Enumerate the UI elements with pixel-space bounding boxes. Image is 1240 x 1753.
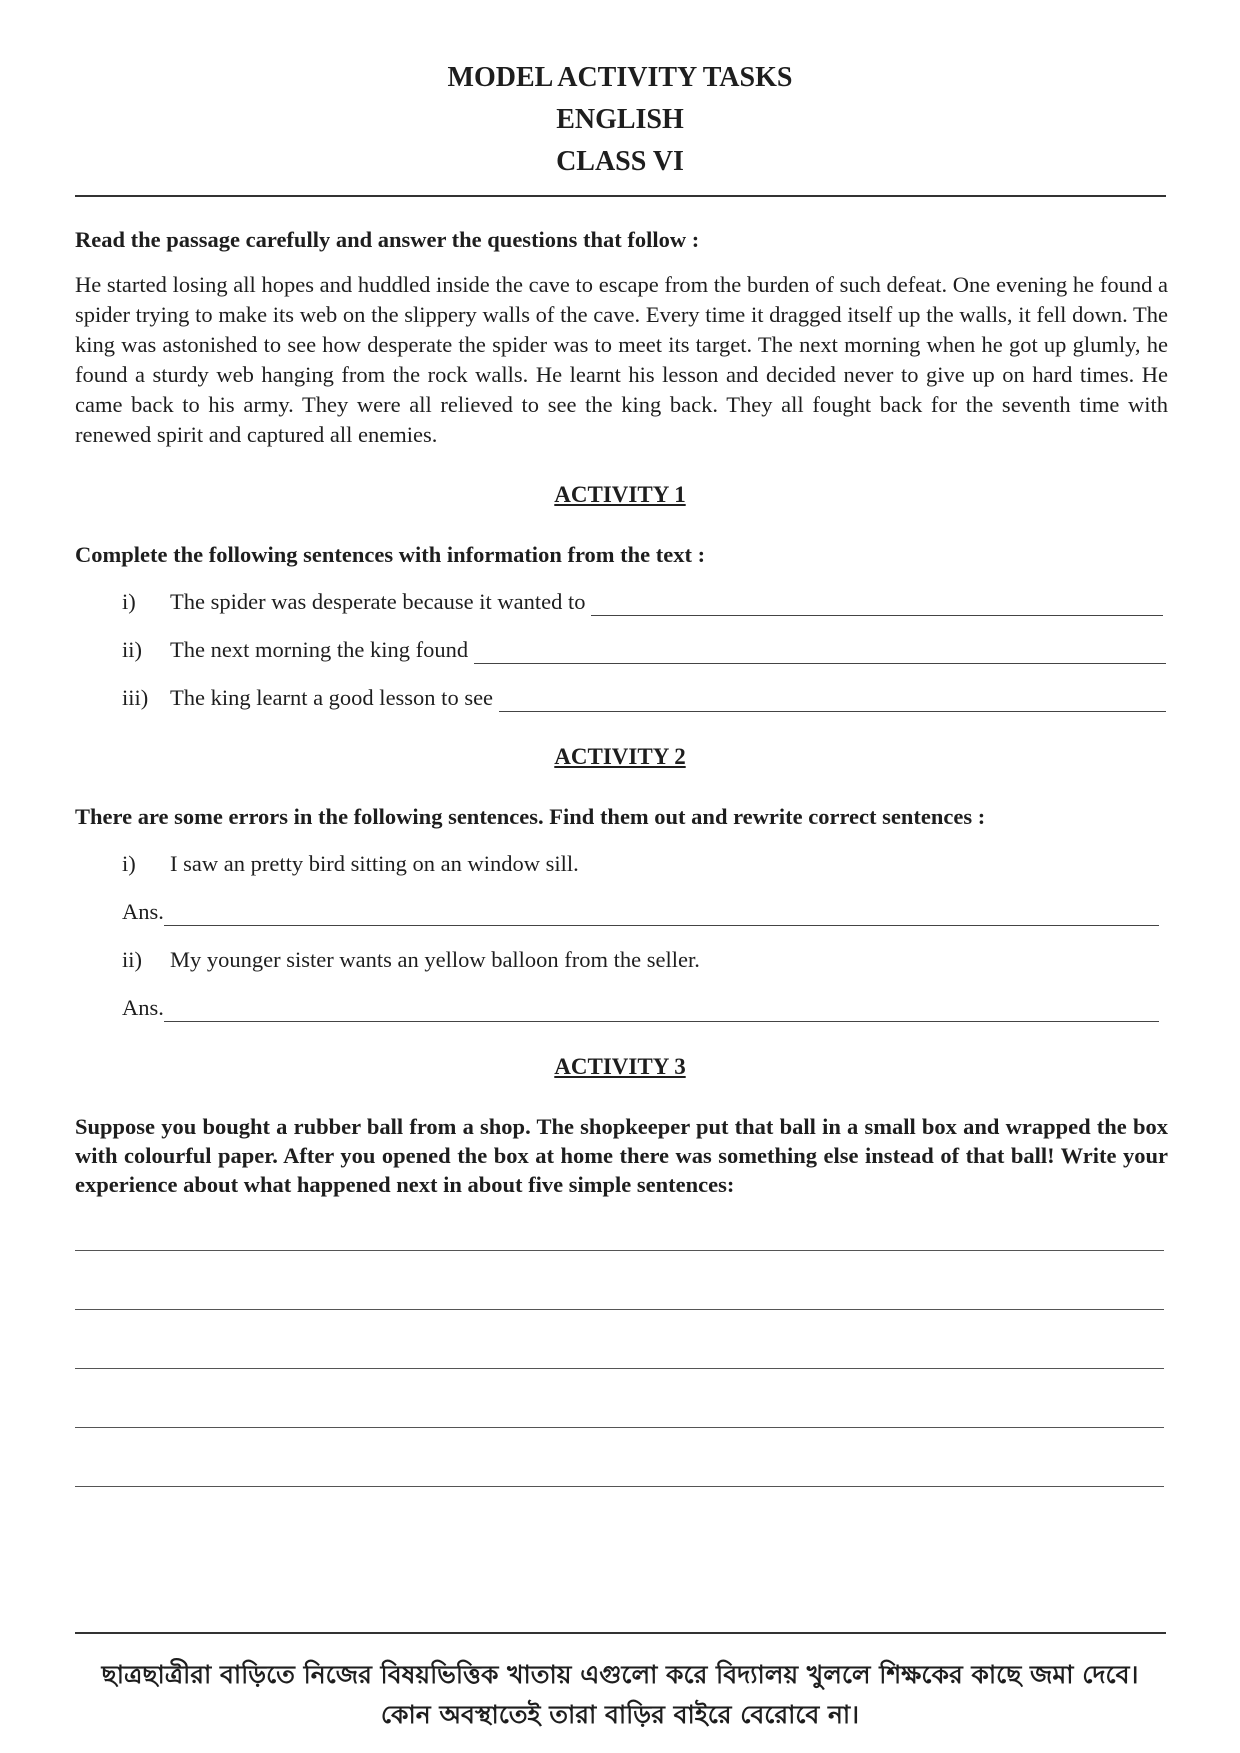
activity-1-item	[122, 684, 1166, 712]
activity-3-heading: ACTIVITY 3	[554, 1054, 686, 1079]
activity-2-heading: ACTIVITY 2	[554, 744, 686, 769]
item-text: The king learnt a good lesson to see	[170, 685, 494, 710]
header-divider	[75, 195, 1166, 197]
ans-label: Ans.	[122, 995, 164, 1020]
activity-3-instruction: Suppose you bought a rubber ball from a shop. The shopkeeper put that ball in a small box and wrapped the box with colourful paper. After you opened the box at home there was something else instead of that ball! Write your experience about what happened next in about five simple sentences:	[75, 1114, 1168, 1197]
item-number: iii)	[122, 685, 149, 710]
item-number: i)	[122, 589, 136, 614]
activity-1-item	[122, 636, 1166, 664]
writing-line[interactable]	[75, 1427, 1164, 1428]
item-number: ii)	[122, 947, 142, 972]
answer-row	[122, 994, 1159, 1022]
writing-line[interactable]	[75, 1309, 1164, 1310]
item-text: The spider was desperate because it wanted to	[170, 589, 586, 614]
activity-2-item	[122, 850, 1166, 878]
passage-text: He started losing all hopes and huddled inside the cave to escape from the burden of such defeat. One evening he found a spider trying to make its web on the slippery walls of the cave. Every time it dragged itself up the walls, it fell down. The king was astonished to see how desperate the spider was to meet its target. The next morning when he got up glumly, he found a sturdy web hanging from the rock walls. He learnt his lesson and decided never to give up on hard times. He came back to his army. They were all relieved to see the king back. They all fought back for the seventh time with renewed spirit and captured all enemies.	[75, 272, 1168, 447]
answer-row	[122, 898, 1159, 926]
activity-1-heading: ACTIVITY 1	[554, 482, 686, 507]
writing-line[interactable]	[75, 1368, 1164, 1369]
worksheet-title: MODEL ACTIVITY TASKS	[447, 62, 793, 93]
activity-1-instruction: Complete the following sentences with information from the text :	[75, 542, 706, 567]
passage-instruction: Read the passage carefully and answer the questions that follow :	[75, 227, 700, 252]
item-text: I saw an pretty bird sitting on an window sill.	[170, 851, 579, 876]
class-title: CLASS VI	[556, 146, 684, 177]
subject-title: ENGLISH	[556, 104, 684, 135]
footer-divider	[75, 1632, 1166, 1634]
answer-blank[interactable]	[164, 999, 1159, 1022]
writing-line[interactable]	[75, 1486, 1164, 1487]
item-number: ii)	[122, 637, 142, 662]
item-text: My younger sister wants an yellow balloon from the seller.	[170, 947, 700, 972]
footer-note-line-1: ছাত্রছাত্রীরা বাড়িতে নিজের বিষয়ভিত্তিক খাতায় এগুলো করে বিদ্যালয় খুললে শিক্ষকের কাছে জমা দেবে।	[101, 1660, 1139, 1689]
activity-1-item	[122, 588, 1163, 616]
writing-line[interactable]	[75, 1250, 1164, 1251]
activity-2-item	[122, 946, 1166, 974]
ans-label: Ans.	[122, 899, 164, 924]
answer-blank[interactable]	[591, 593, 1163, 616]
footer-note-line-2: কোন অবস্থাতেই তারা বাড়ির বাইরে বেরোবে না।	[380, 1700, 860, 1729]
activity-2-instruction: There are some errors in the following sentences. Find them out and rewrite correct sentences :	[75, 804, 986, 829]
answer-blank[interactable]	[164, 903, 1159, 926]
item-number: i)	[122, 851, 136, 876]
answer-blank[interactable]	[499, 689, 1166, 712]
item-text: The next morning the king found	[170, 637, 469, 662]
answer-blank[interactable]	[474, 641, 1166, 664]
